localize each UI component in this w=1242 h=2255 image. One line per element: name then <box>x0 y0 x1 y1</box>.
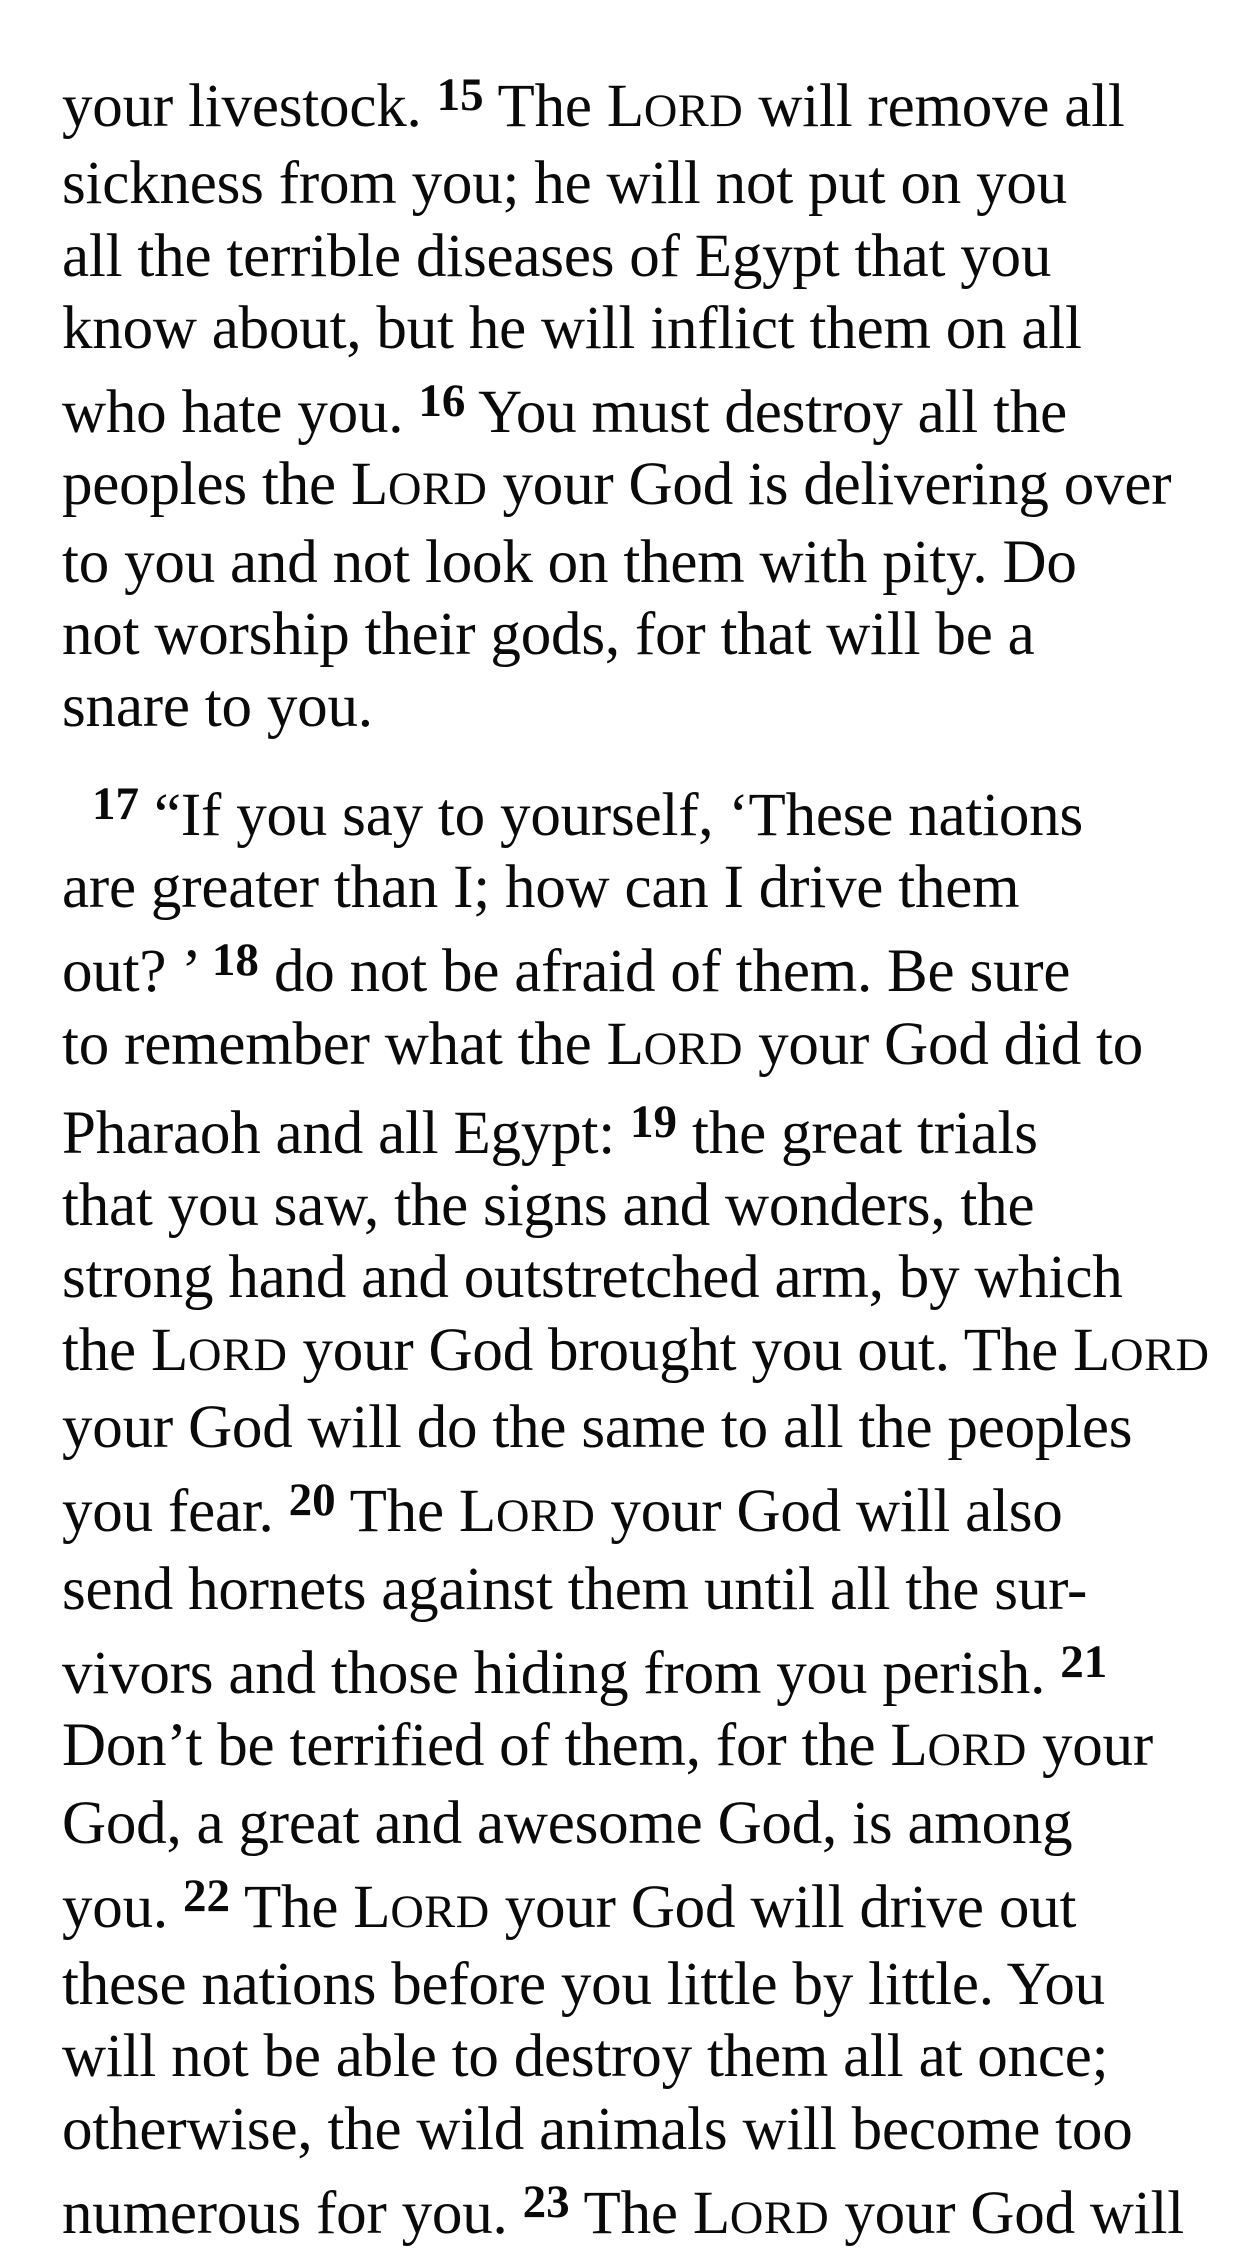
divine-name-small-letters: ORD <box>643 86 744 137</box>
text-run: the great trials <box>677 1099 1038 1167</box>
verse-number: 20 <box>288 1474 336 1527</box>
text-line <box>62 2021 1212 2093</box>
text-run: your God will drive out <box>489 1873 1077 1941</box>
divine-name-small-letters: ORD <box>927 1725 1027 1777</box>
verse-number: 16 <box>418 375 466 428</box>
text-line <box>62 1009 1212 1086</box>
text-line <box>62 599 1212 671</box>
text-run: you. <box>62 1873 184 1941</box>
text-line <box>62 293 1212 365</box>
text-run: The <box>569 2180 693 2248</box>
text-run: You must destroy all the <box>465 379 1067 447</box>
text-run: will not be able to destroy them all at once; <box>62 2023 1109 2091</box>
text-run: will remove all <box>743 73 1125 140</box>
text-line <box>62 449 1212 526</box>
text-run: who hate you. <box>62 379 419 447</box>
divine-name-small-letters: ORD <box>388 464 488 516</box>
text-line <box>62 1710 1212 1787</box>
divine-name-small-letters: ORD <box>643 1023 744 1075</box>
text-line <box>62 1788 1212 1860</box>
text-line <box>62 1860 1212 1949</box>
divine-name-small-caps <box>353 1874 489 1941</box>
text-run: these nations before you little by little. You <box>62 1951 1105 2019</box>
text-line <box>62 2166 1212 2255</box>
verse-number: 23 <box>522 2176 570 2229</box>
paragraph <box>62 59 1212 744</box>
text-line <box>62 1626 1212 1710</box>
text-run: otherwise, the wild animals will become too <box>62 2095 1133 2163</box>
text-run: numerous for you. <box>62 2180 523 2248</box>
verse-number: 17 <box>92 777 139 830</box>
text-line <box>62 1392 1212 1464</box>
text-run: are greater than I; how can I drive them <box>62 853 1020 921</box>
text-line <box>62 1315 1212 1392</box>
divine-name-small-letters: ORD <box>188 1329 288 1381</box>
text-run: “If you say to yourself, ‘These nations <box>139 781 1084 849</box>
divine-name-initial: L <box>606 1010 644 1078</box>
text-line <box>62 1554 1212 1626</box>
divine-name-small-letters: ORD <box>495 1491 596 1543</box>
verse-number: 22 <box>183 1869 231 1922</box>
text-run: snare to you. <box>62 673 373 741</box>
text-run: you fear. <box>62 1478 289 1546</box>
verse-number: 19 <box>630 1095 677 1148</box>
text-line <box>62 59 1212 148</box>
divine-name-small-letters: ORD <box>390 1886 490 1938</box>
divine-name-small-letters: ORD <box>1110 1329 1210 1381</box>
text-run: vivors and those hiding from you perish. <box>62 1639 1061 1707</box>
text-line <box>62 852 1212 924</box>
text-run: your God is delivering over <box>487 451 1172 519</box>
text-line <box>62 527 1212 599</box>
divine-name-initial: L <box>458 1478 496 1546</box>
divine-name-small-caps <box>607 73 743 140</box>
text-run: Pharaoh and all Egypt: <box>62 1099 630 1167</box>
text-run: your God will do the same to all the peoples <box>62 1394 1133 1462</box>
divine-name-initial: L <box>1073 1316 1111 1384</box>
divine-name-small-caps <box>693 2180 829 2247</box>
text-run: the <box>62 1316 151 1384</box>
text-run: out? ’ <box>62 938 212 1006</box>
text-line <box>62 2094 1212 2166</box>
divine-name-initial: L <box>150 1316 189 1384</box>
text-line <box>62 1242 1212 1314</box>
text-run: do not be afraid of them. Be sure <box>258 938 1071 1006</box>
paragraph <box>62 768 1212 2255</box>
text-run: send hornets against them until all the sur- <box>62 1555 1088 1623</box>
divine-name-initial: L <box>890 1712 928 1780</box>
text-run: to you and not look on them with pity. Do <box>62 528 1077 596</box>
text-run: peoples the <box>62 451 351 519</box>
text-run: your livestock. <box>62 73 437 140</box>
divine-name-initial: L <box>606 73 644 140</box>
text-run: your God did to <box>743 1010 1144 1078</box>
divine-name-initial: L <box>692 2180 730 2248</box>
divine-name-initial: L <box>353 1873 391 1941</box>
divine-name-small-caps <box>1073 1317 1209 1384</box>
text-run: your <box>1026 1712 1153 1780</box>
text-run: The <box>230 1873 354 1941</box>
divine-name-small-caps <box>890 1712 1026 1779</box>
text-line <box>62 924 1212 1008</box>
verse-number: 15 <box>436 69 484 121</box>
text-line <box>62 671 1212 743</box>
text-run: God, a great and awesome God, is among <box>62 1789 1073 1857</box>
text-run: that you saw, the signs and wonders, the <box>62 1172 1035 1240</box>
text-run: your God will also <box>595 1478 1063 1546</box>
text-line <box>62 1170 1212 1242</box>
divine-name-small-caps <box>459 1478 595 1545</box>
verse-number: 21 <box>1060 1635 1108 1688</box>
text-line <box>62 1949 1212 2021</box>
divine-name-initial: L <box>350 451 389 519</box>
text-run: know about, but he will inflict them on all <box>62 294 1082 362</box>
divine-name-small-caps <box>607 1011 743 1078</box>
text-line <box>62 148 1212 220</box>
text-run: Don’t be terrified of them, for the <box>62 1712 891 1780</box>
scripture-text-body <box>62 59 1212 2255</box>
text-line <box>62 768 1212 852</box>
text-run: The <box>483 73 607 140</box>
divine-name-small-letters: ORD <box>729 2193 830 2245</box>
text-run: strong hand and outstretched arm, by which <box>62 1244 1123 1312</box>
text-line <box>62 365 1212 449</box>
text-line <box>62 1464 1212 1553</box>
divine-name-small-caps <box>151 1317 287 1384</box>
divine-name-small-caps <box>351 451 487 518</box>
text-run: to remember what the <box>62 1010 607 1078</box>
text-run: your God will <box>829 2180 1185 2248</box>
text-run: sickness from you; he will not put on you <box>62 150 1068 218</box>
text-run: The <box>335 1478 459 1546</box>
text-run: not worship their gods, for that will be a <box>62 601 1035 669</box>
text-line <box>62 1086 1212 1170</box>
text-run: your God brought you out. The <box>287 1316 1074 1384</box>
text-run: all the terrible diseases of Egypt that you <box>62 222 1052 290</box>
text-line <box>62 221 1212 293</box>
verse-number: 18 <box>211 934 259 987</box>
